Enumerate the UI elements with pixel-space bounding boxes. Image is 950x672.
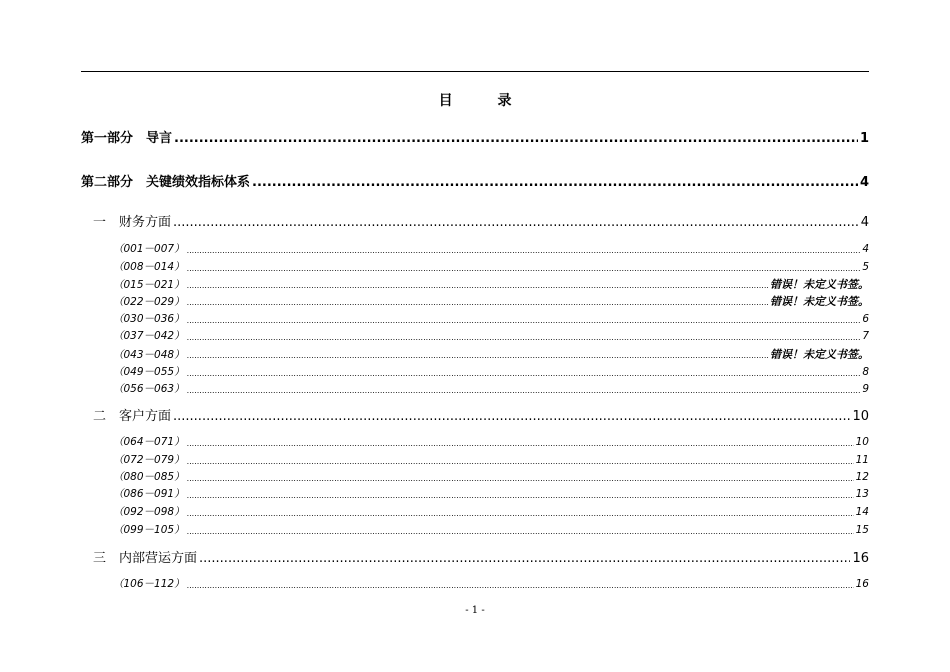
toc-entry-label: 三 内部营运方面 (93, 551, 198, 566)
toc-dot-leader (187, 265, 861, 273)
toc-entry-label: （022－029） (113, 295, 185, 308)
page-number: - 1 - (465, 605, 485, 616)
toc-entry-level3[interactable] (81, 262, 869, 273)
toc-bookmark-error: 错误！未定义书签。 (770, 295, 869, 308)
toc-dot-leader (187, 370, 861, 378)
toc-entry-level3[interactable] (81, 472, 869, 483)
toc-dot-leader (187, 317, 861, 325)
toc-entry-level1[interactable] (81, 132, 869, 145)
toc-dot-leader (187, 582, 854, 590)
toc-entry-label: （037－042） (113, 330, 185, 342)
toc-page-number: 1 (859, 131, 869, 146)
toc-entry-label: 第二部分 关键绩效指标体系 (81, 175, 251, 190)
toc-entry-label: （056－063） (113, 383, 185, 395)
toc-entry-level3[interactable] (81, 507, 869, 518)
toc-entry-level3[interactable] (81, 296, 869, 307)
toc-entry-level2[interactable] (81, 552, 869, 565)
toc-page-number: 16 (852, 551, 869, 566)
toc-bookmark-error: 错误！未定义书签。 (770, 278, 869, 291)
toc-page-number: 11 (855, 454, 869, 466)
toc-entry-level3[interactable] (81, 279, 869, 290)
toc-dot-leader (199, 552, 850, 565)
toc-bookmark-error: 错误！未定义书签。 (770, 348, 869, 361)
toc-dot-leader (187, 387, 861, 395)
toc-entry-label: （064－071） (113, 436, 185, 448)
toc-entry-level3[interactable] (81, 579, 869, 590)
toc-dot-leader (173, 410, 850, 423)
toc-dot-leader (187, 282, 768, 290)
toc-entry-label: （080－085） (113, 471, 185, 483)
toc-entry-label: （001－007） (113, 243, 185, 255)
toc-entry-level3[interactable] (81, 384, 869, 395)
toc-page-number: 13 (855, 488, 869, 500)
toc-page-number: 16 (855, 578, 869, 590)
toc-entry-label: 第一部分 导言 (81, 131, 173, 146)
toc-page-number: 6 (862, 313, 869, 325)
toc-page-number: 4 (862, 243, 869, 255)
toc-entry-level3[interactable] (81, 437, 869, 448)
toc-entry-label: （043－048） (113, 348, 185, 361)
toc-page-number: 14 (855, 506, 869, 518)
toc-entry-level2[interactable] (81, 410, 869, 423)
toc-entry-label: （072－079） (113, 454, 185, 466)
toc-entry-label: （099－105） (113, 524, 185, 536)
toc-title-char-1: 目 (438, 93, 453, 109)
toc-page-number: 10 (852, 409, 869, 424)
toc-entry-level3[interactable] (81, 331, 869, 342)
toc-dot-leader (187, 247, 861, 255)
toc-page-number: 9 (862, 383, 869, 395)
toc-entry-label: （030－036） (113, 313, 185, 325)
toc-page-number: 7 (862, 330, 869, 342)
toc-dot-leader (187, 299, 768, 307)
toc-entry-label: （008－014） (113, 261, 185, 273)
toc-entry-level3[interactable] (81, 367, 869, 378)
toc-entry-level3[interactable] (81, 349, 869, 360)
toc-dot-leader (187, 528, 854, 536)
toc-entry-label: 二 客户方面 (93, 409, 172, 424)
toc-entry-label: （049－055） (113, 366, 185, 378)
header-rule (81, 71, 869, 72)
toc-page-number: 10 (855, 436, 869, 448)
toc-page-number: 15 (855, 524, 869, 536)
toc-title (0, 90, 950, 110)
toc-page-number: 4 (859, 175, 869, 190)
toc-title-char-2: 录 (497, 93, 512, 109)
toc-entry-level3[interactable] (81, 525, 869, 536)
toc-dot-leader (187, 458, 854, 466)
toc-entry-level2[interactable] (81, 216, 869, 229)
toc-entry-label: （086－091） (113, 488, 185, 500)
toc-page-number: 5 (862, 261, 869, 273)
toc-dot-leader (187, 510, 854, 518)
toc-entry-level3[interactable] (81, 489, 869, 500)
toc-dot-leader (174, 132, 858, 145)
toc-page-number: 12 (855, 471, 869, 483)
toc-dot-leader (252, 176, 858, 189)
toc-entry-level3[interactable] (81, 244, 869, 255)
toc-page-number: 8 (862, 366, 869, 378)
toc-dot-leader (187, 352, 768, 360)
toc-dot-leader (187, 440, 854, 448)
toc-entry-level3[interactable] (81, 455, 869, 466)
toc-dot-leader (187, 492, 854, 500)
toc-dot-leader (173, 216, 859, 229)
toc-entry-level3[interactable] (81, 314, 869, 325)
toc-entry-label: 一 财务方面 (93, 215, 172, 230)
toc-dot-leader (187, 334, 861, 342)
toc-entry-label: （015－021） (113, 278, 185, 291)
toc-dot-leader (187, 475, 854, 483)
toc-entry-label: （092－098） (113, 506, 185, 518)
toc-entry-label: （106－112） (113, 578, 185, 590)
toc-page-number: 4 (860, 215, 869, 230)
toc-entry-level1[interactable] (81, 176, 869, 189)
